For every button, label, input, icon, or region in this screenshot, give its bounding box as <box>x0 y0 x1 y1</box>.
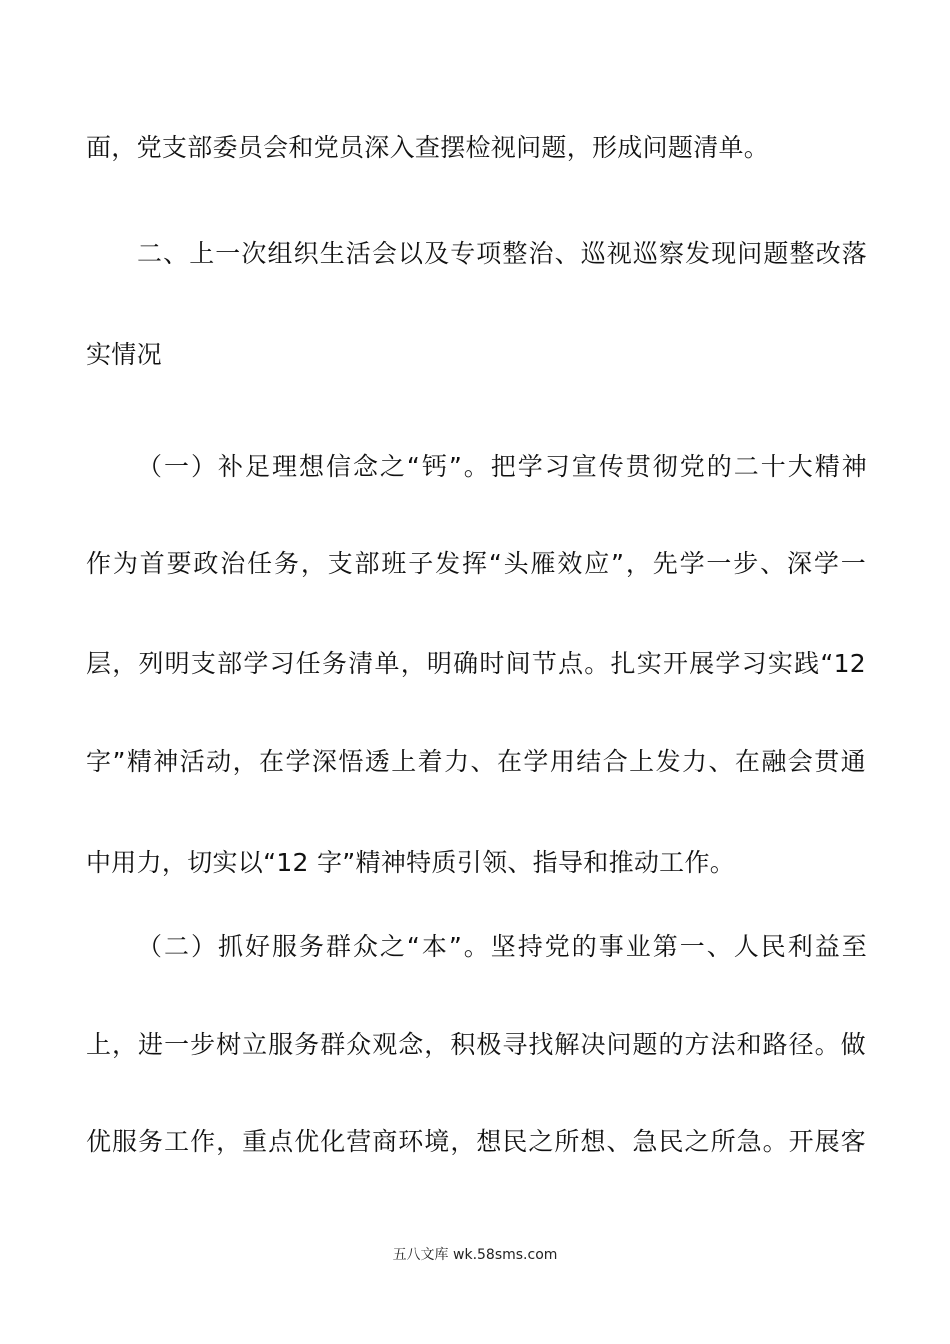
paragraph-1-line-1: （一）补足理想信念之“钙”。把学习宣传贯彻党的二十大精神 <box>137 452 867 481</box>
paragraph-1-line-3: 层，列明支部学习任务清单，明确时间节点。扎实开展学习实践“12 <box>86 649 866 678</box>
paragraph-2-line-3: 优服务工作，重点优化营商环境，想民之所想、急民之所急。开展客 <box>86 1127 866 1156</box>
section-heading-line-2: 实情况 <box>86 340 162 369</box>
paragraph-2-line-2: 上，进一步树立服务群众观念，积极寻找解决问题的方法和路径。做 <box>86 1030 866 1059</box>
paragraph-1-line-2: 作为首要政治任务，支部班子发挥“头雁效应”，先学一步、深学一 <box>86 549 866 578</box>
paragraph-1-line-4: 字”精神活动，在学深悟透上着力、在学用结合上发力、在融会贯通 <box>86 747 866 776</box>
paragraph-2-line-1: （二）抓好服务群众之“本”。坚持党的事业第一、人民利益至 <box>137 932 867 961</box>
section-heading-line-1: 二、上一次组织生活会以及专项整治、巡视巡察发现问题整改落 <box>137 239 867 268</box>
paragraph-1-line-5: 中用力，切实以“12 字”精神特质引领、指导和推动工作。 <box>86 848 736 877</box>
footer-watermark: 五八文库 wk.58sms.com <box>392 1247 558 1263</box>
text-line-1: 面，党支部委员会和党员深入查摆检视问题，形成问题清单。 <box>86 133 770 162</box>
